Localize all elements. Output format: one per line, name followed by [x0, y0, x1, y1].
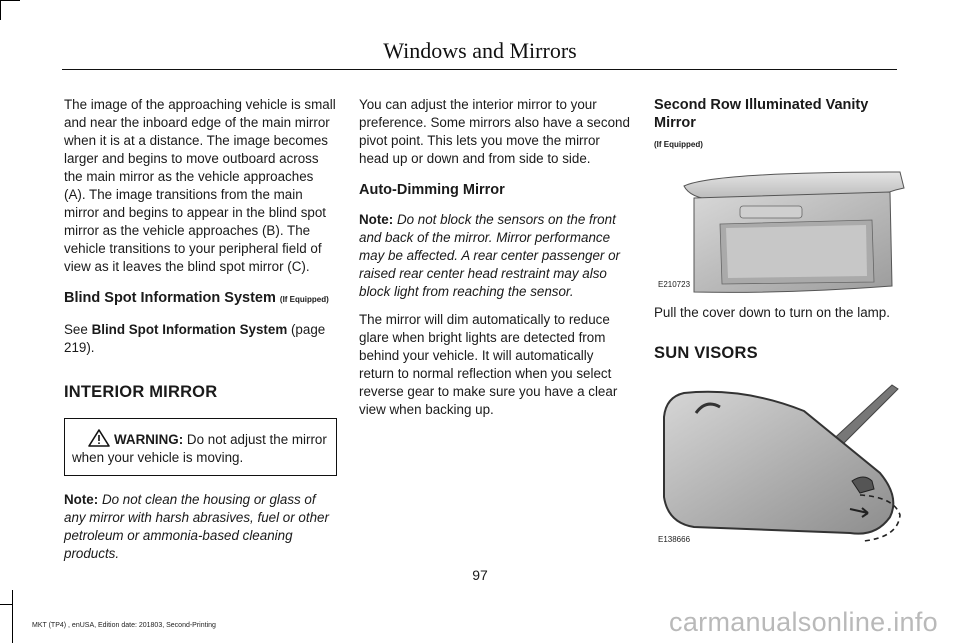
figure-code: E210723 — [658, 280, 691, 289]
if-equipped-label: (If Equipped) — [654, 140, 703, 149]
sun-visors-heading: SUN VISORS — [654, 344, 758, 362]
sun-visor-figure — [654, 377, 914, 545]
auto-dimming-heading: Auto-Dimming Mirror — [359, 182, 505, 198]
bsis-heading-text: Blind Spot Information System — [64, 290, 276, 306]
vanity-mirror-heading: Second Row Illuminated Vanity Mirror — [654, 97, 869, 131]
vanity-mirror-illustration — [654, 158, 906, 296]
watermark: carmanualsonline.info — [669, 607, 938, 637]
see-prefix: See — [64, 322, 88, 337]
note-label: Note: — [359, 212, 394, 227]
warning-text: Do not adjust the mirror when your vehicle is moving. — [72, 432, 327, 465]
adjust-paragraph: You can adjust the interior mirror to your preference. Some mirrors also have a second pivot point. This lets you move the mirror head up or down and from side to side. — [359, 97, 630, 166]
bsis-heading — [64, 289, 337, 309]
vanity-mirror-figure — [654, 158, 914, 296]
interior-mirror-heading: INTERIOR MIRROR — [64, 383, 218, 401]
bsis-link[interactable]: Blind Spot Information System — [91, 322, 288, 337]
left-column — [64, 96, 337, 563]
note-text: Do not clean the housing or glass of any mirror with harsh abrasives, fuel or other petroleum or ammonia-based cleaning products. — [64, 492, 329, 561]
header-divider — [62, 69, 897, 70]
middle-column — [359, 96, 632, 419]
auto-dimming-note — [359, 211, 632, 301]
warning-label: WARNING: — [114, 432, 184, 447]
page-title: Windows and Mirrors — [383, 38, 577, 63]
if-equipped-label: (If Equipped) — [279, 295, 329, 304]
warning-box — [64, 418, 337, 476]
pull-cover-text: Pull the cover down to turn on the lamp. — [654, 305, 890, 320]
see-reference — [64, 321, 337, 357]
crop-mark — [0, 604, 12, 605]
warning-icon — [88, 429, 110, 447]
note-label: Note: — [64, 492, 99, 507]
intro-paragraph: The image of the approaching vehicle is small and near the inboard edge of the main mirror when it is at a distance. The image becomes larger and begins to move outboard across the main mirror as the vehicle approaches (A). The image transitions from the main mirror and begins to appear in the blind spot mirror as the vehicle approaches (B). The vehicle transitions to your peripheral field of view as it leaves the blind spot mirror (C). — [64, 97, 336, 274]
page-ref: (page 219). — [64, 322, 326, 355]
figure-code: E138666 — [658, 535, 691, 544]
page-number: 97 — [472, 567, 488, 583]
footer-edition: MKT (TP4) , enUSA, Edition date: 201803, Second-Printing — [32, 622, 216, 629]
right-column — [654, 96, 914, 545]
note-text: Do not block the sensors on the front and back of the mirror. Mirror performance may be affected. A rear center passenger or raised rear center head restraint may also block light from reaching the sensor. — [359, 212, 621, 299]
crop-mark — [0, 0, 20, 1]
sun-visor-illustration — [654, 377, 906, 545]
crop-mark — [0, 0, 1, 20]
crop-mark — [12, 590, 13, 643]
note-paragraph — [64, 491, 337, 563]
dim-paragraph: The mirror will dim automatically to reduce glare when bright lights are detected from behind your vehicle. It will automatically return to normal reflection when you select reverse gear to make sure you have a clear view when backing up. — [359, 312, 618, 417]
